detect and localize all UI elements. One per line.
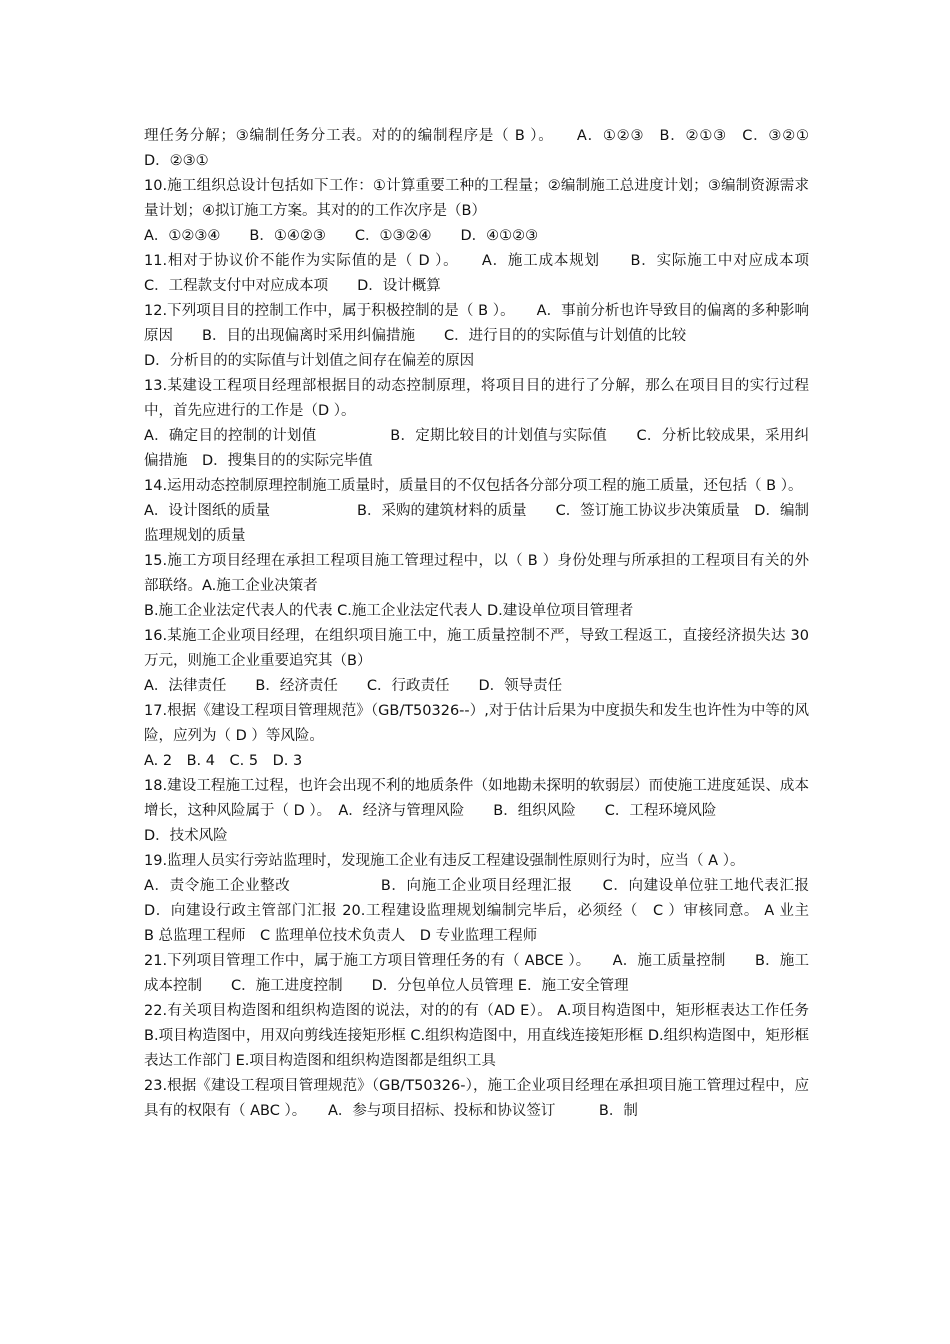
paragraph: D．分析目的的实际值与计划值之间存在偏差的原因 <box>144 353 475 369</box>
paragraph: A．法律责任 B．经济责任 C．行政责任 D．领导责任 <box>144 678 563 694</box>
paragraph: A．设计图纸的质量 B．采购的建筑材料的质量 C．签订施工协议步决策质量 D．编制监理规划的质量 <box>144 503 809 544</box>
paragraph: 19.监理人员实行旁站监理时，发现施工企业有违反工程建设强制性原则行为时，应当（ A ）。 <box>144 853 745 869</box>
paragraph: 12.下列项目目的控制工作中，属于积极控制的是（ B ）。 A．事前分析也许导致目的偏离的多种影响原因 B．目的出现偏离时采用纠偏措施 C．进行目的的实际值与计划值的比较 <box>144 303 809 344</box>
paragraph: 10.施工组织总设计包括如下工作：①计算重要工种的工程量；②编制施工总进度计划；③编制资源需求量计划；④拟订施工方案。其对的的工作次序是（B） <box>144 178 809 219</box>
paragraph: A．确定目的控制的计划值 B．定期比较目的计划值与实际值 C．分析比较成果，采用纠偏措施 D．搜集目的的实际完毕值 <box>144 428 809 469</box>
paragraph: 14.运用动态控制原理控制施工质量时，质量目的不仅包括各分部分项工程的施工质量，还包括（ B ）。 <box>144 478 803 494</box>
paragraph: D．技术风险 <box>144 828 228 844</box>
paragraph: 23.根据《建设工程项目管理规范》（GB/T50326-），施工企业项目经理在承担项目施工管理过程中，应具有的权限有（ ABC ）。 A．参与项目招标、投标和协议签订 B．制 <box>144 1078 809 1119</box>
paragraph: 18.建设工程施工过程，也许会出现不利的地质条件（如地勘未探明的软弱层）而使施工进度延误、成本增长，这种风险属于（ D ）。 A．经济与管理风险 B．组织风险 C．工程环境风险 <box>144 778 809 819</box>
paragraph: 11.相对于协议价不能作为实际值的是（ D ）。 A．施工成本规划 B．实际施工中对应成本项 C．工程款支付中对应成本项 D．设计概算 <box>144 253 838 294</box>
paragraph: 22.有关项目构造图和组织构造图的说法，对的的有（AD E）。 A.项目构造图中，矩形框表达工作任务 B.项目构造图中，用双向剪线连接矩形框 C.组织构造图中，用直线连接矩形框 D.组织构造图中，矩形框表达工作部门 E.项目构造图和组织构造图都是组织工具 <box>144 1003 809 1069</box>
paragraph: B.施工企业法定代表人的代表 C.施工企业法定代表人 D.建设单位项目管理者 <box>144 603 634 619</box>
document-body <box>144 124 838 1124</box>
paragraph: A. 2 B. 4 C. 5 D. 3 <box>144 753 303 769</box>
paragraph: A．责令施工企业整改 B．向施工企业项目经理汇报 C．向建设单位驻工地代表汇报 D．向建设行政主管部门汇报 20.工程建设监理规划编制完毕后，必须经（ C ）审核同意。 A 业主 B 总监理工程师 C 监理单位技术负责人 D 专业监理工程师 <box>144 878 838 944</box>
paragraph: 16.某施工企业项目经理，在组织项目施工中，施工质量控制不严，导致工程返工，直接经济损失达 30 万元，则施工企业重要追究其（B） <box>144 628 809 669</box>
paragraph: A．①②③④ B．①④②③ C．①③②④ D．④①②③ <box>144 228 539 244</box>
paragraph: 理任务分解；③编制任务分工表。对的的编制程序是（ B ）。 A．①②③ B．②①③ C．③②① D．②③① <box>144 128 824 169</box>
paragraph: 21.下列项目管理工作中，属于施工方项目管理任务的有（ ABCE ）。 A．施工质量控制 B．施工成本控制 C．施工进度控制 D．分包单位人员管理 E．施工安全管理 <box>144 953 809 994</box>
paragraph: 13.某建设工程项目经理部根据目的动态控制原理，将项目目的进行了分解，那么在项目目的实行过程中，首先应进行的工作是（D ）。 <box>144 378 809 419</box>
paragraph: 17.根据《建设工程项目管理规范》（GB/T50326--）,对于估计后果为中度损失和发生也许性为中等的风险，应列为（ D ）等风险。 <box>144 703 809 744</box>
paragraph: 15.施工方项目经理在承担工程项目施工管理过程中，以（ B ）身份处理与所承担的工程项目有关的外部联络。A.施工企业决策者 <box>144 553 809 594</box>
